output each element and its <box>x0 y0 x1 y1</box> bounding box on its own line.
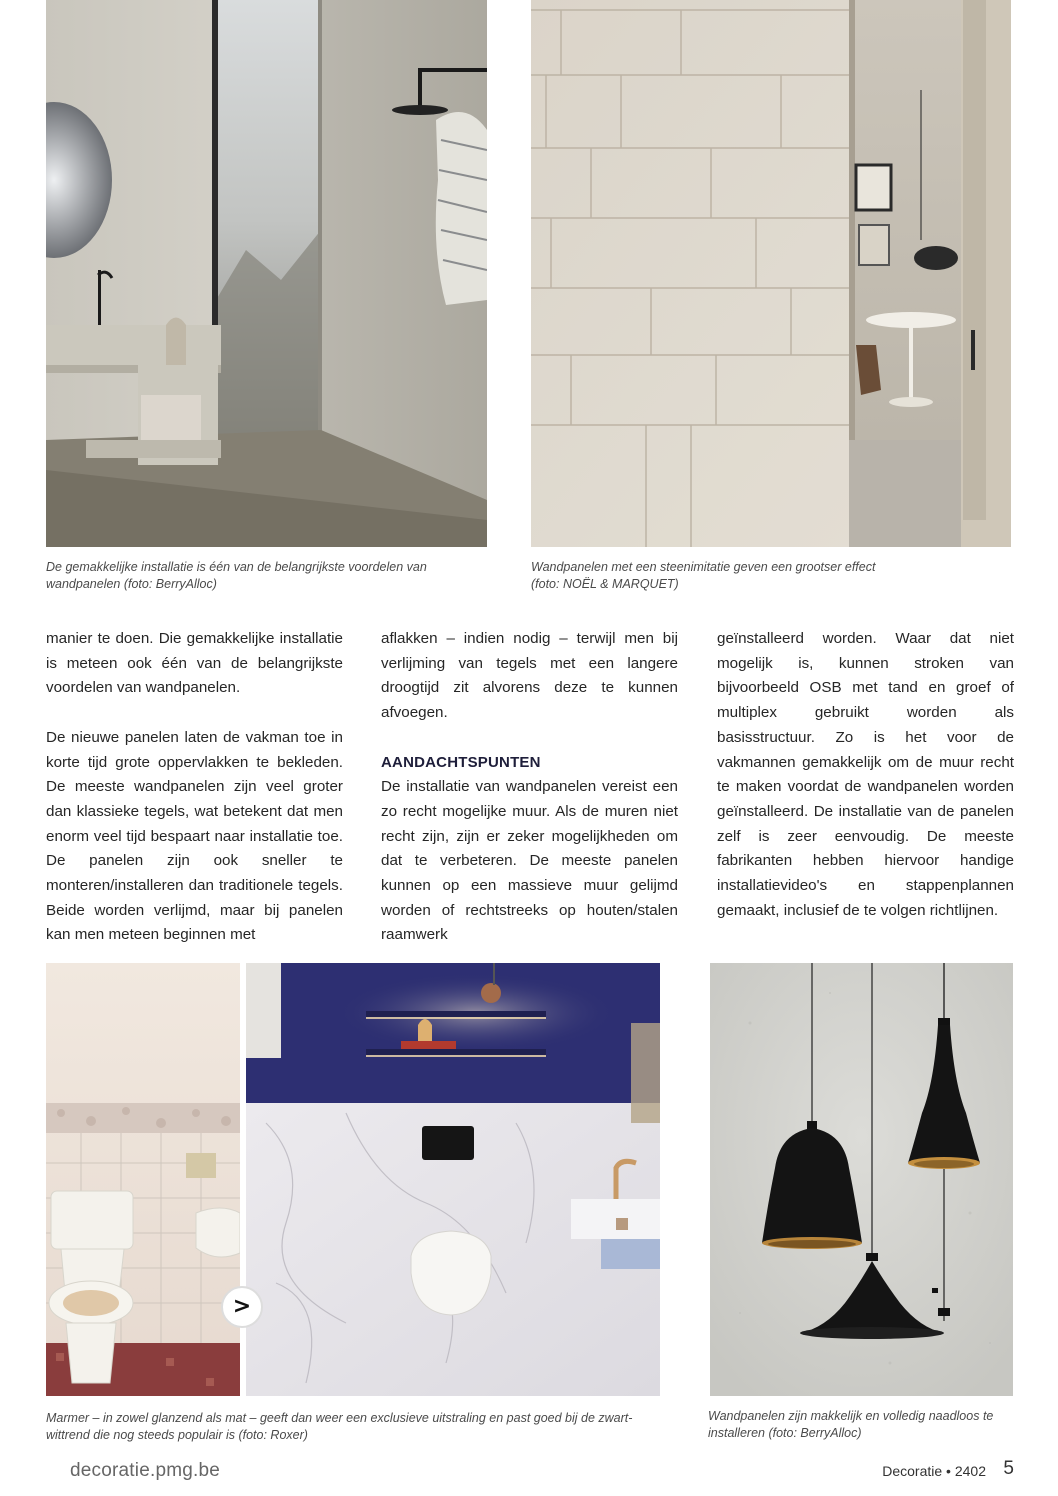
stone-panels-image <box>531 0 1011 547</box>
caption-toilet-before-after <box>46 1410 666 1444</box>
caption-line: Wandpanelen zijn makkelijk en volledig naadloos te <box>708 1409 994 1423</box>
caption-bathroom-shower <box>46 559 486 593</box>
caption-line: De gemakkelijke installatie is één van de belangrijkste voordelen van <box>46 560 427 574</box>
website-link[interactable]: decoratie.pmg.be <box>70 1460 221 1481</box>
toilet-before-after-image <box>46 963 660 1396</box>
article-column-2 <box>381 627 678 973</box>
pendant-lamps-image <box>710 963 1013 1396</box>
paragraph: De installatie van wandpanelen vereist een zo recht mogelijke muur. Als de muren niet recht zijn, zijn er zeker mogelijkheden om dat te verbeteren. De meeste panelen kunnen op een massieve muur gelijmd worden of rechtstreeks op houten/stalen raamwerk <box>381 778 678 944</box>
paragraph: De nieuwe panelen laten de vakman toe in korte tijd grote oppervlakken te bekleden. De meeste wandpanelen zijn veel groter dan klassieke tegels, wat betekent dat men enorm veel tijd bespaart naar installatie toe. De panelen zijn ook sneller te monteren/installeren dan traditionele tegels. Beide worden verlijmd, maar bij panelen kan men meteen beginnen met <box>46 728 343 944</box>
photo-pendant-lamps <box>710 963 1013 1396</box>
before-after-arrow-button[interactable] <box>221 1286 263 1328</box>
section-heading: AANDACHTSPUNTEN <box>381 753 541 771</box>
article-column-3 <box>717 627 1014 948</box>
paragraph: geïnstalleerd worden. Waar dat niet mogelijk is, kunnen stroken van bijvoorbeeld OSB met tand en groef of multiplex gebruikt worden als basisstructuur. Zo is het voor de vakmannen gemakkelijk om de muur recht te maken voordat de wandpanelen worden geïnstalleerd. De installatie van de panelen zelf is zeer eenvoudig. De meeste fabrikanten hebben hiervoor handige installatievideo's en stappenplannen gemaakt, inclusief de te volgen richtlijnen. <box>717 630 1014 919</box>
paragraph: aflakken – indien nodig – terwijl men bij verlijming van tegels met een langere droogtijd zit alvorens deze te kunnen afvoegen. <box>381 630 678 722</box>
caption-line: (foto: NOËL & MARQUET) <box>531 577 679 591</box>
photo-bathroom-shower <box>46 0 487 547</box>
bathroom-shower-image <box>46 0 487 547</box>
page-number: 5 <box>1003 1458 1014 1479</box>
caption-line: installeren (foto: BerryAlloc) <box>708 1426 862 1440</box>
paragraph: manier te doen. Die gemakkelijke installatie is meteen ook één van de belangrijkste voordelen van wandpanelen. <box>46 630 343 697</box>
caption-line: wittrend die nog steeds populair is (foto: Roxer) <box>46 1428 308 1442</box>
chevron-right-icon: > <box>232 1294 252 1319</box>
photo-toilet-before-after <box>46 963 660 1396</box>
caption-pendant-lamps <box>708 1408 1018 1442</box>
caption-line: Marmer – in zowel glanzend als mat – geeft dan weer een exclusieve uitstraling en past goed bij de zwart- <box>46 1411 633 1425</box>
article-column-1 <box>46 627 343 973</box>
photo-stone-panels <box>531 0 1011 547</box>
caption-line: Wandpanelen met een steenimitatie geven een grootser effect <box>531 560 876 574</box>
caption-line: wandpanelen (foto: BerryAlloc) <box>46 577 217 591</box>
caption-stone-panels <box>531 559 1011 593</box>
issue-label: Decoratie • 2402 <box>882 1463 986 1479</box>
